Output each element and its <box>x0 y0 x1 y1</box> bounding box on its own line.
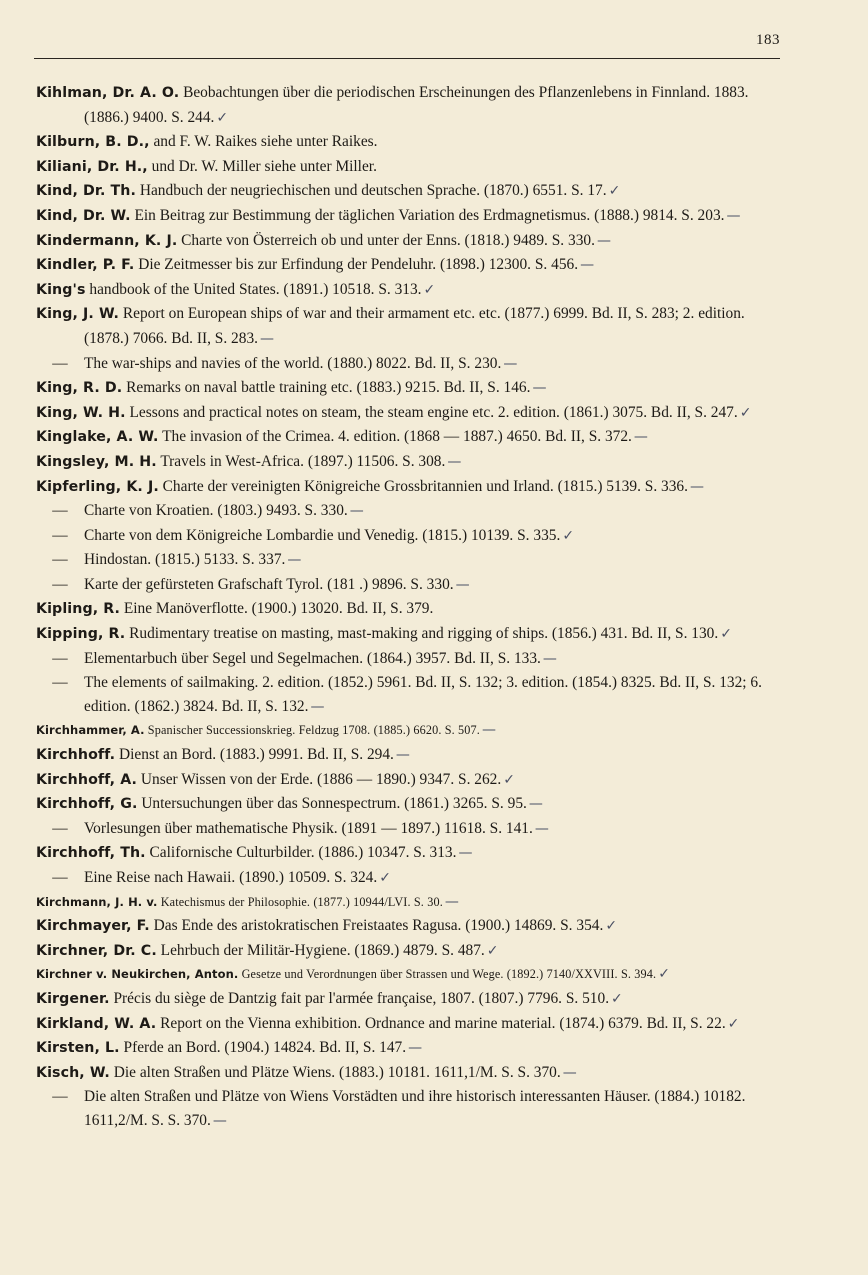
entry-text: Katechismus der Philosophie. (1877.) 10944/LVI. S. 30. <box>160 894 443 909</box>
check-mark-icon: ✓ <box>486 942 499 959</box>
index-entry <box>36 425 780 450</box>
index-entry <box>36 155 780 180</box>
entry-text: Spanischer Successionskrieg. Feldzug 1708. (1885.) 6620. S. 507. <box>147 723 480 738</box>
entry-heading: Kingsley, M. H. <box>36 453 157 470</box>
pencil-dash-mark: — <box>447 453 462 470</box>
pencil-dash-mark: — <box>408 1040 423 1057</box>
ditto-dash: — <box>52 869 68 886</box>
entry-heading: Kipping, R. <box>36 626 126 643</box>
entry-text: und Dr. W. Miller siehe unter Miller. <box>151 157 377 175</box>
index-entry <box>36 597 780 622</box>
entry-text: Ein Beitrag zur Bestimmung der täglichen Variation des Erdmagnetismus. (1888.) 9814. S. 203. <box>134 206 725 224</box>
entry-text: Unser Wissen von der Erde. (1886 — 1890.) 9347. S. 262. <box>140 770 502 788</box>
entry-text: Elementarbuch über Segel und Segelmachen. (1864.) 3957. Bd. II, S. 133. <box>84 649 541 667</box>
ditto-dash: — <box>52 575 68 593</box>
entry-text: Lehrbuch der Militär-Hygiene. (1869.) 4879. S. 487. <box>160 941 485 959</box>
pencil-dash-mark: — <box>349 503 364 520</box>
index-entry <box>36 719 780 743</box>
entry-text: Charte von Österreich ob und unter der Enns. (1818.) 9489. S. 330. <box>181 231 595 249</box>
entry-text: Untersuchungen über das Sonnespectrum. (1861.) 3265. S. 95. <box>141 795 527 813</box>
entry-heading: Kirchhoff, Th. <box>36 845 146 862</box>
entry-heading: Kirchmayer, F. <box>36 918 150 935</box>
entry-heading: Kipferling, K. J. <box>36 478 159 495</box>
entry-text: Das Ende des aristokratischen Freistaates Ragusa. (1900.) 14869. S. 354. <box>153 917 604 935</box>
index-subentry <box>36 524 780 549</box>
entry-text: Pferde an Bord. (1904.) 14824. Bd. II, S. 147. <box>123 1039 407 1057</box>
pencil-dash-mark: — <box>260 330 274 347</box>
entry-text: Charte der vereinigten Königreiche Grossbritannien und Irland. (1815.) 5139. S. 336. <box>162 477 688 495</box>
index-entry <box>36 914 780 939</box>
index-entry <box>36 841 780 866</box>
check-mark-icon: ✓ <box>739 404 752 421</box>
index-entry <box>36 376 780 401</box>
index-entries <box>36 81 780 1134</box>
entry-heading: Kindermann, K. J. <box>36 232 178 249</box>
index-subentry <box>36 499 780 524</box>
index-entry <box>36 1012 780 1037</box>
index-entry <box>36 792 780 817</box>
index-entry <box>36 743 780 768</box>
index-subentry <box>36 573 780 598</box>
entry-text: Travels in West-Africa. (1897.) 11506. S. 308. <box>160 452 446 470</box>
entry-text: Remarks on naval battle training etc. (1883.) 9215. Bd. II, S. 146. <box>126 379 531 397</box>
entry-text: Handbuch der neugriechischen und deutschen Sprache. (1870.) 6551. S. 17. <box>139 182 607 200</box>
entry-heading: Kirchhoff. <box>36 747 116 764</box>
entry-heading: Kind, Dr. W. <box>36 207 131 224</box>
entry-text: Eine Manöverflotte. (1900.) 13020. Bd. II, S. 379. <box>123 600 434 618</box>
check-mark-icon: ✓ <box>605 918 618 935</box>
index-subentry <box>36 647 780 672</box>
entry-heading: Kilburn, B. D., <box>36 134 150 151</box>
entry-heading: King, R. D. <box>36 380 123 397</box>
entry-text: Gesetze und Verordnungen über Strassen und Wege. (1892.) 7140/XXVIII. S. 394. <box>241 967 657 982</box>
index-subentry <box>36 671 780 719</box>
ditto-dash: — <box>52 502 68 520</box>
check-mark-icon: ✓ <box>727 1015 740 1032</box>
pencil-dash-mark: — <box>481 722 497 739</box>
entry-heading: King, J. W. <box>36 306 120 323</box>
pencil-dash-mark: — <box>562 1064 577 1081</box>
index-subentry <box>36 866 780 891</box>
pencil-dash-mark: — <box>310 698 325 715</box>
entry-heading: Kinglake, A. W. <box>36 429 159 446</box>
entry-text: The war-ships and navies of the world. (1880.) 8022. Bd. II, S. 230. <box>84 354 502 372</box>
header-rule <box>34 58 780 59</box>
ditto-dash: — <box>52 551 68 569</box>
entry-heading: Kindler, P. F. <box>36 257 135 274</box>
entry-text: handbook of the United States. (1891.) 10518. S. 313. <box>89 280 422 298</box>
pencil-dash-mark: — <box>444 893 460 910</box>
index-entry <box>36 450 780 475</box>
pencil-dash-mark: — <box>580 257 595 274</box>
pencil-dash-mark: — <box>534 820 549 837</box>
entry-heading: Kirchhammer, A. <box>36 723 145 738</box>
index-entry <box>36 81 780 130</box>
entry-text: and F. W. Raikes siehe unter Raikes. <box>153 133 378 151</box>
pencil-dash-mark: — <box>726 207 741 224</box>
check-mark-icon: ✓ <box>658 966 671 983</box>
index-entry <box>36 891 780 915</box>
entry-heading: Kiliani, Dr. H., <box>36 158 148 175</box>
entry-heading: Kirchner, Dr. C. <box>36 942 157 959</box>
index-entry <box>36 204 780 229</box>
pencil-dash-mark: — <box>455 576 470 593</box>
index-entry <box>36 229 780 254</box>
ditto-dash: — <box>52 674 68 692</box>
index-subentry <box>36 352 780 377</box>
index-entry <box>36 130 780 155</box>
entry-text: Dienst an Bord. (1883.) 9991. Bd. II, S. 294. <box>119 746 394 764</box>
entry-heading: Kirkland, W. A. <box>36 1015 157 1032</box>
entry-heading: Kipling, R. <box>36 601 121 618</box>
entry-text: Die Zeitmesser bis zur Erfindung der Pendeluhr. (1898.) 12300. S. 456. <box>138 256 579 274</box>
entry-text: The invasion of the Crimea. 4. edition. (1868 — 1887.) 4650. Bd. II, S. 372. <box>162 428 632 446</box>
entry-text: Beobachtungen über die periodischen Erscheinungen des Pflanzenlebens in Finnland. 1883. (1886.) 9400. S. 244. <box>84 84 749 126</box>
entry-text: Report on European ships of war and their armament etc. etc. (1877.) 6999. Bd. II, S. 283; 2. edition. (1878.) 7066. Bd. II, S. 283. <box>84 305 745 347</box>
entry-text: Rudimentary treatise on masting, mast-making and rigging of ships. (1856.) 431. Bd. II, S. 130. <box>129 625 719 643</box>
index-entry <box>36 1036 780 1061</box>
entry-heading: Kisch, W. <box>36 1064 110 1081</box>
entry-heading: Kirchhoff, A. <box>36 771 138 788</box>
index-entry <box>36 475 780 500</box>
entry-text: Vorlesungen über mathematische Physik. (1891 — 1897.) 11618. S. 141. <box>84 819 533 837</box>
entry-heading: Kirgener. <box>36 990 110 1007</box>
index-entry <box>36 278 780 303</box>
entry-text: Lessons and practical notes on steam, the steam engine etc. 2. edition. (1861.) 3075. Bd. II, S. 247. <box>129 403 738 421</box>
ditto-dash: — <box>52 1088 68 1106</box>
pencil-dash-mark: — <box>458 845 473 862</box>
pencil-dash-mark: — <box>395 747 410 764</box>
check-mark-icon: ✓ <box>611 990 623 1007</box>
entry-text: Hindostan. (1815.) 5133. S. 337. <box>84 551 286 569</box>
pencil-dash-mark: — <box>596 232 611 249</box>
index-entry <box>36 939 780 964</box>
entry-heading: King's <box>36 281 86 298</box>
entry-heading: King, W. H. <box>36 404 126 421</box>
entry-heading: Kirsten, L. <box>36 1040 120 1057</box>
entry-text: Die alten Straßen und Plätze von Wiens Vorstädten und ihre historisch interessanten Häuser. (1884.) 10182. 1611,2/M. S. S. 370. <box>84 1088 746 1129</box>
entry-text: Précis du siège de Dantzig fait par l'armée française, 1807. (1807.) 7796. S. 510. <box>113 989 610 1007</box>
entry-text: Die alten Straßen und Plätze Wiens. (1883.) 10181. 1611,1/M. S. S. 370. <box>113 1063 561 1081</box>
index-entry <box>36 963 780 987</box>
check-mark-icon: ✓ <box>608 183 621 200</box>
index-subentry <box>36 1085 780 1133</box>
pencil-dash-mark: — <box>542 650 557 667</box>
index-entry <box>36 987 780 1012</box>
entry-text: Charte von Kroatien. (1803.) 9493. S. 330. <box>84 502 348 520</box>
ditto-dash: — <box>52 526 68 544</box>
entry-heading: Kind, Dr. Th. <box>36 183 136 200</box>
entry-text: Californische Culturbilder. (1886.) 10347. S. 313. <box>149 844 457 862</box>
entry-text: Eine Reise nach Hawaii. (1890.) 10509. S. 324. <box>84 869 378 886</box>
entry-heading: Kirchmann, J. H. v. <box>36 894 158 909</box>
index-subentry <box>36 548 780 573</box>
index-entry <box>36 1061 780 1086</box>
pencil-dash-mark: — <box>287 552 302 569</box>
check-mark-icon: ✓ <box>423 281 436 298</box>
pencil-dash-mark: — <box>633 429 648 446</box>
index-entry <box>36 401 780 426</box>
index-entry <box>36 302 780 351</box>
entry-heading: Kihlman, Dr. A. O. <box>36 85 180 101</box>
ditto-dash: — <box>52 819 68 837</box>
pencil-dash-mark: — <box>532 380 547 397</box>
entry-text: The elements of sailmaking. 2. edition. (1852.) 5961. Bd. II, S. 132; 3. edition. (1854.) 8325. Bd. II, S. 132; 6. edition. (1862.) 3824. Bd. II, S. 132. <box>84 674 762 715</box>
ditto-dash: — <box>52 649 68 667</box>
check-mark-icon: ✓ <box>379 870 391 886</box>
pencil-dash-mark: — <box>528 796 543 813</box>
check-mark-icon: ✓ <box>562 527 575 544</box>
entry-heading: Kirchhoff, G. <box>36 796 138 813</box>
pencil-dash-mark: — <box>689 478 704 495</box>
entry-heading: Kirchner v. Neukirchen, Anton. <box>36 967 239 982</box>
index-subentry <box>36 817 780 842</box>
pencil-dash-mark: — <box>212 1112 227 1129</box>
check-mark-icon: ✓ <box>216 109 229 126</box>
ditto-dash: — <box>52 354 68 372</box>
entry-text: Karte der gefürsteten Grafschaft Tyrol. (181 .) 9896. S. 330. <box>84 575 454 593</box>
index-entry <box>36 253 780 278</box>
entry-text: Report on the Vienna exhibition. Ordnance and marine material. (1874.) 6379. Bd. II, S. 22. <box>160 1014 726 1032</box>
page-number: 183 <box>756 32 780 48</box>
entry-text: Charte von dem Königreiche Lombardie und Venedig. (1815.) 10139. S. 335. <box>84 526 561 544</box>
index-entry <box>36 622 780 647</box>
check-mark-icon: ✓ <box>503 771 515 788</box>
index-entry <box>36 179 780 204</box>
pencil-dash-mark: — <box>503 355 518 372</box>
index-entry <box>36 768 780 793</box>
check-mark-icon: ✓ <box>720 626 732 643</box>
